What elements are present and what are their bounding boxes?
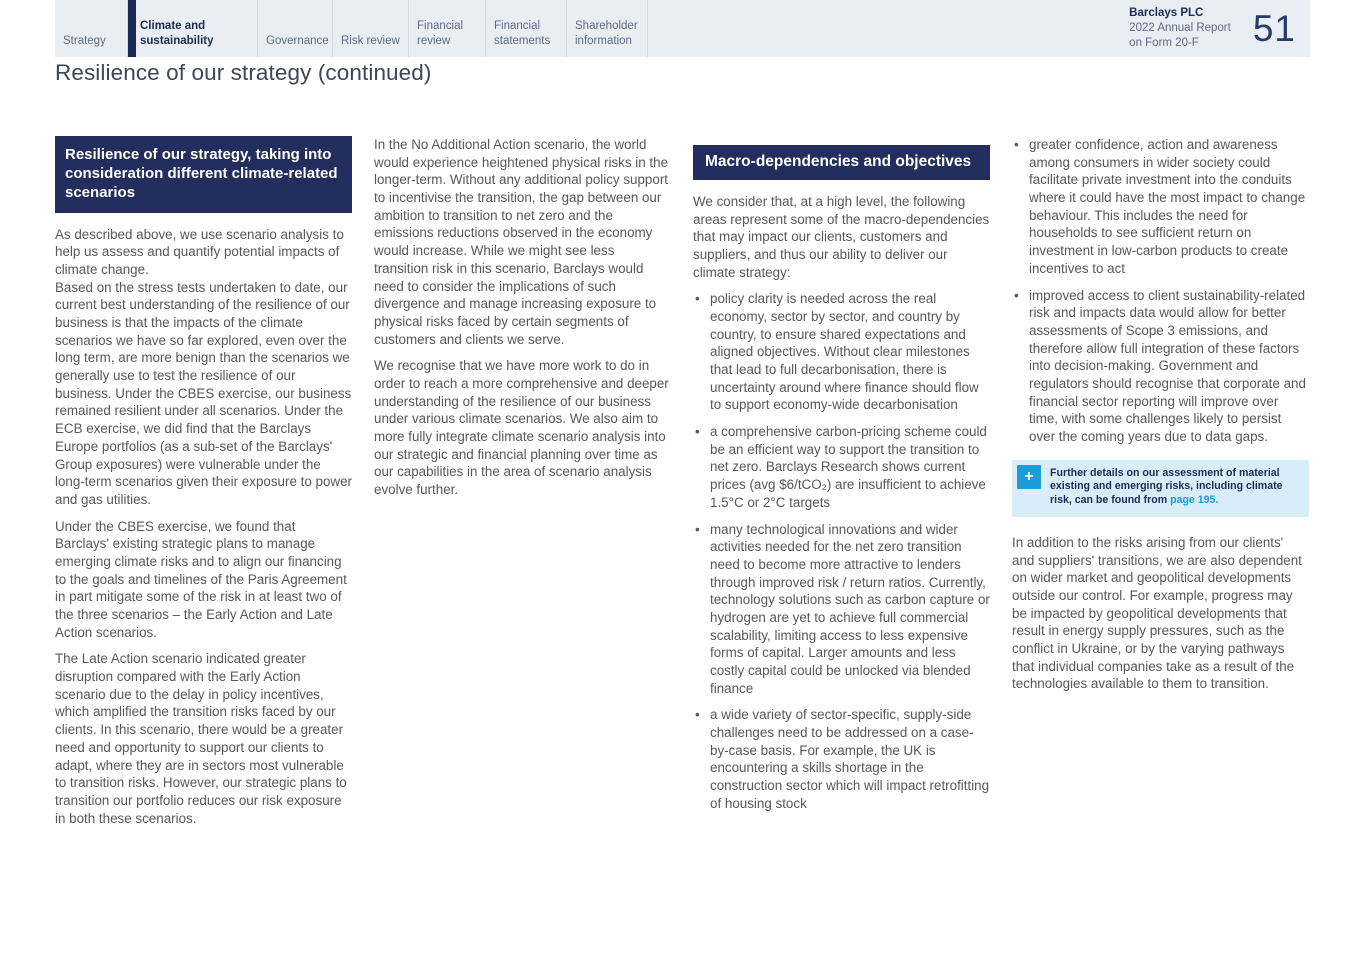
active-tab-indicator — [128, 0, 136, 57]
column-3 — [693, 136, 990, 836]
page-number: 51 — [1252, 7, 1296, 49]
header-right — [1129, 0, 1310, 57]
paragraph: Based on the stress tests undertaken to date, our current best understanding of the resilience of our business is that the impacts of the climate scenarios we have so far explored, even over the long term, are more benign than the scenarios we generally use to test the resilience of our business. Under the CBES exercise, our business remained resilient under all scenarios. Under the ECB exercise, we did find that the Barclays Europe portfolios (as a sub-set of the Barclays' Group exposures) were vulnerable under the long-term scenarios given their exposure to power and gas utilities. — [55, 279, 352, 507]
section-heading-resilience: Resilience of our strategy, taking into consideration different climate-related scenarios — [55, 136, 352, 213]
callout-bold-text: Further details on our assessment of material existing and emerging risks, including climate risk, can be found from — [1050, 466, 1283, 507]
page-title: Resilience of our strategy (continued) — [55, 60, 432, 85]
paragraph: We consider that, at a high level, the following areas represent some of the macro-dependencies that may impact our clients, customers and suppliers, and thus our ability to deliver our climate strategy: — [693, 193, 990, 280]
tab-climate-and-sustainability[interactable] — [128, 0, 258, 57]
brand-form-line: on Form 20-F — [1129, 36, 1199, 49]
column-1 — [55, 136, 352, 836]
content-columns — [55, 136, 1310, 836]
tab-label: Financial statements — [494, 20, 551, 47]
bullet-item: • a comprehensive carbon-pricing scheme could be an efficient way to support the transition to net zero. Barclays Research shows current prices (avg $6/tCO₂) are insufficient to achieve 1.5°C or 2°C targets — [693, 423, 990, 511]
header — [55, 0, 1310, 57]
column-2 — [374, 136, 671, 836]
bullet-list — [693, 290, 990, 812]
bullet-item: • greater confidence, action and awareness among consumers in wider society could facilitate private investment into the conduits where it could have the most impact to change behaviour. This includes the need for households to see sufficient return on investment in low-carbon products to create incentives to act — [1012, 136, 1309, 278]
tab-governance[interactable] — [258, 0, 333, 57]
section-heading-macro-dependencies: Macro-dependencies and objectives — [693, 145, 990, 180]
tab-label: Financial review — [417, 20, 464, 47]
brand-report-line: 2022 Annual Report — [1129, 22, 1231, 35]
tab-label: Strategy — [63, 34, 106, 47]
paragraph: Under the CBES exercise, we found that Barclays' existing strategic plans to manage emerging climate risks and to align our financing to the goals and timelines of the Paris Agreement in part mitigate some of the risk in at least two of the three scenarios – the Early Action and Late Action scenarios. — [55, 518, 347, 640]
bullet-item: • improved access to client sustainability-related risk and impacts data would allow for better assessments of Scope 3 emissions, and therefore allow full integration of these factors into decision-making. Government and regulators should recognise that corporate and financial sector reporting will improve over time, with some challenges likely to persist over the coming years due to data gaps. — [1012, 287, 1309, 446]
brand-block — [1129, 6, 1231, 51]
tab-label: Risk review — [341, 34, 400, 47]
tab-financial-review[interactable] — [409, 0, 486, 57]
plus-icon: + — [1017, 465, 1041, 489]
paragraph: In the No Additional Action scenario, the world would experience heightened physical risks in the longer-term. Without any additional policy support to incentivise the transition, the gap between our ambition to transition to net zero and the emissions reductions observed in the economy would increase. While we might see less transition risk in this scenario, Barclays would need to consider the implications of such divergence and manage increasing exposure to physical risks faced by certain segments of customers and clients we serve. — [374, 137, 669, 347]
column-4 — [1012, 136, 1309, 836]
page-195-link[interactable]: page 195. — [1170, 494, 1219, 507]
tab-financial-statements[interactable] — [486, 0, 567, 57]
tab-label: Climate and sustainability — [140, 20, 214, 47]
paragraph: As described above, we use scenario analysis to help us assess and quantify potential impacts of climate change. — [55, 226, 344, 277]
bullet-item: • a wide variety of sector-specific, supply-side challenges need to be addressed on a case-by-case basis. For example, the UK is encountering a skills shortage in the construction sector which will impact retrofitting of housing stock — [693, 706, 990, 812]
paragraph: The Late Action scenario indicated greater disruption compared with the Early Action scenario due to the delay in policy incentives, which amplified the transition risks faced by our clients. In this scenario, there would be a greater need and opportunity to support our clients to adapt, where they are in sectors most vulnerable to transition risks. However, our strategic plans to transition our portfolio reduces our risk exposure in both these scenarios. — [55, 651, 347, 826]
tab-strategy[interactable] — [55, 0, 128, 57]
brand-name: Barclays PLC — [1129, 7, 1204, 20]
callout-text — [1050, 465, 1304, 512]
tab-risk-review[interactable] — [333, 0, 409, 57]
tab-label: Shareholder information — [575, 20, 638, 47]
further-details-callout — [1012, 460, 1309, 517]
bullet-item: • policy clarity is needed across the real economy, sector by sector, and country by country, to ensure shared expectations and aligned objectives. Without clear milestones that lead to full decarbonisation, there is uncertainty around where finance should flow to support economy-wide decarbonisation — [693, 290, 990, 414]
tab-label: Governance — [266, 34, 329, 47]
bullet-list — [1012, 136, 1309, 446]
tab-shareholder-information[interactable] — [567, 0, 648, 57]
paragraph: In addition to the risks arising from our clients' and suppliers' transitions, we are also dependent on wider market and geopolitical developments outside our control. For example, progress may be impacted by geopolitical developments that result in energy supply pressures, such as the conflict in Ukraine, or by the varying pathways that individual companies take as a result of the technologies available to them to transition. — [1012, 534, 1302, 692]
bullet-item: • many technological innovations and wider activities needed for the net zero transition need to become more attractive to lenders through improved risk / return ratios. Currently, technology solutions such as carbon capture or hydrogen are yet to achieve full commercial scalability, limiting access to less expensive forms of capital. Larger amounts and less costly capital could be unlocked via blended finance — [693, 521, 990, 698]
paragraph: We recognise that we have more work to do in order to reach a more comprehensive and deeper understanding of the resilience of our business under various climate scenarios. We also aim to more fully integrate climate scenario analysis into our strategic and financial planning over time as our capabilities in the area of scenario analysis evolve further. — [374, 358, 669, 498]
